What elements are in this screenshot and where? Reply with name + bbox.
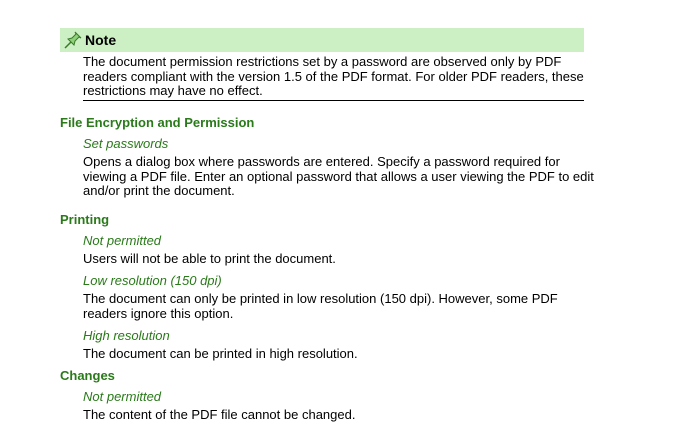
section-heading-printing: Printing [60, 212, 110, 227]
desc-print-not-permitted: Users will not be able to print the document. [83, 251, 336, 266]
note-box [60, 28, 584, 101]
note-title: Note [85, 32, 117, 48]
note-header [60, 28, 584, 52]
pushpin-icon [63, 30, 83, 50]
section-heading-encryption: File Encryption and Permission [60, 115, 255, 130]
term-high-resolution: High resolution [83, 328, 170, 343]
note-text: The document permission restrictions set by a password are observed only by PDF readers compliant with the version 1.5 of the PDF format. For older PDF readers, these restrictions may have no effect. [83, 55, 584, 101]
section-heading-changes: Changes [60, 368, 115, 383]
term-changes-not-permitted: Not permitted [83, 389, 162, 404]
term-print-not-permitted: Not permitted [83, 233, 162, 248]
desc-high-resolution: The document can be printed in high resolution. [83, 346, 358, 361]
desc-changes-not-permitted: The content of the PDF file cannot be changed. [83, 407, 356, 422]
term-set-passwords: Set passwords [83, 136, 169, 151]
desc-set-passwords: Opens a dialog box where passwords are entered. Specify a password required for viewing a PDF file. Enter an optional password that allows a user viewing the PDF to edit and/or print the document. [83, 154, 594, 198]
term-low-resolution: Low resolution (150 dpi) [83, 273, 222, 288]
desc-low-resolution: The document can only be printed in low resolution (150 dpi). However, some PDF readers ignore this option. [83, 291, 558, 321]
